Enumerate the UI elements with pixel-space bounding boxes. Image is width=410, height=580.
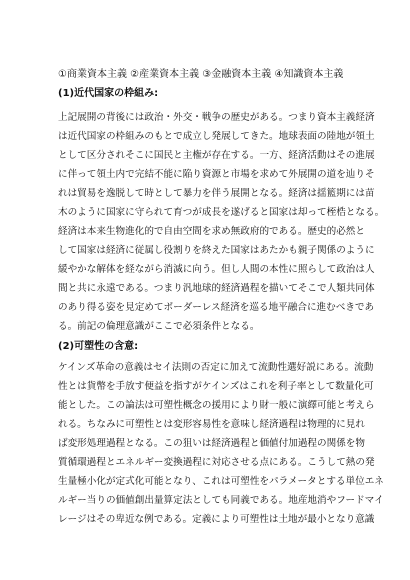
paragraph-line: 質循環過程とエネルギー変換過程に対応させる点にある。こうして熱の発 bbox=[58, 457, 375, 468]
paragraph-line: 能とした。この論法は可塑性概念の援用により財一般に演繹可能と考えら bbox=[58, 400, 375, 411]
paragraph-line: に伴って領土内で完結不能に陥り資源と市場を求めて外展開の道を辿りそ bbox=[58, 169, 375, 180]
paragraph-line: 経済は本来生物進化的で自由空間を求め無政府的である。歴史的必然と bbox=[58, 226, 365, 237]
paragraph-line: ルギー当りの価値創出量算定法としても同義である。地産地消やフードマイ bbox=[58, 495, 384, 506]
paragraph-line: 緩やかな解体を経ながら消滅に向う。但し人間の本性に照らして政治は人 bbox=[58, 264, 375, 275]
paragraph-line: 生量極小化が定式化可能となり、これは可塑性をパラメータとする単位エネ bbox=[58, 476, 384, 487]
section1-heading: (1)近代国家の枠組み: bbox=[58, 88, 159, 99]
paragraph-line: 木のように国家に守られて育つが成長を遂げると国家は却って桎梏となる。 bbox=[58, 207, 385, 218]
paragraph-line: 間と共に永遠である。つまり汎地球的経済過程を描いてそこで人類共同体 bbox=[58, 283, 375, 294]
paragraph-line: 上記展開の背後には政治・外交・戦争の歴史がある。つまり資本主義経済 bbox=[58, 112, 375, 123]
paragraph-line: レージはその卑近な例である。定義により可塑性は土地が最小となり意識 bbox=[58, 514, 375, 525]
paragraph-line: ケインズ革命の意義はセイ法則の否定に加えて流動性選好説にある。流動 bbox=[58, 362, 374, 373]
paragraph-line: として区分されそこに国民と主権が存在する。一方、経済活動はその進展 bbox=[58, 150, 375, 161]
paragraph-line: ば変形処理過程となる。この狙いは経済過程と価値付加過程の関係を物 bbox=[58, 438, 365, 449]
paragraph-line: のあり得る姿を見定めてボーダーレス経済を巡る地平融合に進むべきであ bbox=[58, 302, 375, 313]
paragraph-line: れる。ちなみに可塑性とは変形容易性を意味し経済過程は物理的に見れ bbox=[58, 419, 365, 430]
paragraph-line: る。前記の倫理意識がここで必須条件となる。 bbox=[58, 321, 260, 332]
paragraph-line: れは貿易を逸脱して時として暴力を伴う展開となる。経済は揺籃期には苗 bbox=[58, 188, 375, 199]
paragraph-line: 性とは貨幣を手放す便益を指すがケインズはこれを利子率として数量化可 bbox=[58, 381, 374, 392]
paragraph-line: して国家は経済に従属し役割りを終えた国家はあたかも親子関係のように bbox=[58, 245, 375, 256]
paragraph-line: は近代国家の枠組みのもとで成立し発展してきた。地球表面の陸地が領土 bbox=[58, 131, 375, 142]
section2-heading: (2)可塑性の含意: bbox=[58, 341, 139, 352]
capitalism-stages-list: ①商業資本主義 ②産業資本主義 ③金融資本主義 ④知識資本主義 bbox=[58, 69, 344, 80]
